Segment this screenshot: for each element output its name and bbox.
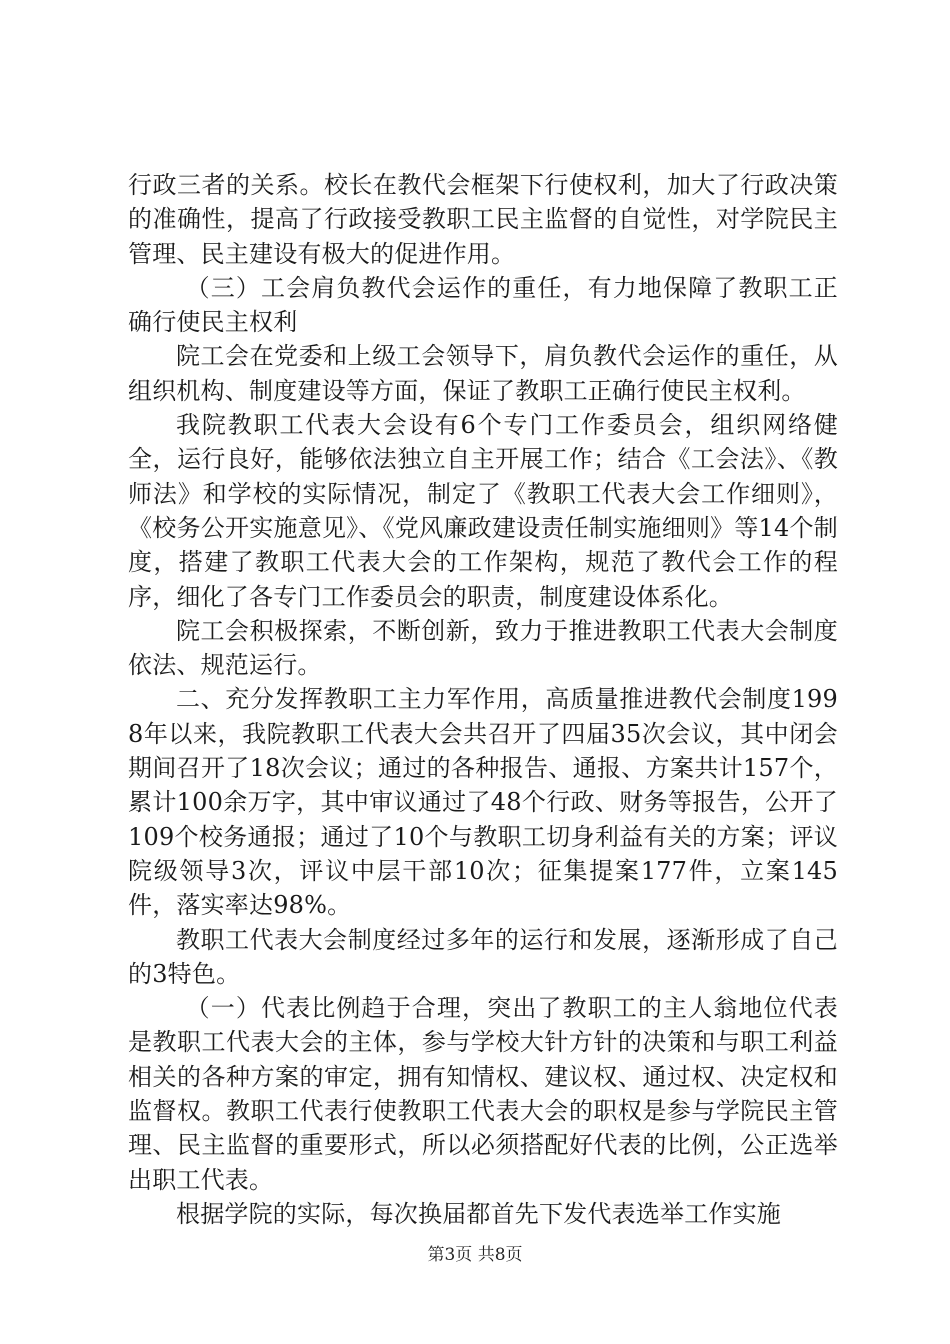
document-body (128, 168, 838, 1231)
paragraph: 行政三者的关系。校长在教代会框架下行使权利，加大了行政决策的准确性，提高了行政接受教职工民主监督的自觉性，对学院民主管理、民主建设有极大的促进作用。 (128, 171, 838, 268)
section-paragraph: （一）代表比例趋于合理，突出了教职工的主人翁地位代表是教职工代表大会的主体，参与学校大针方针的决策和与职工利益相关的各种方案的审定，拥有知情权、建议权、通过权、决定权和监督权。教职工代表行使教职工代表大会的职权是参与学院民主管理、民主监督的重要形式，所以必须搭配好代表的比例，公正选举出职工代表。 (128, 994, 838, 1194)
paragraph: 我院教职工代表大会设有6个专门工作委员会，组织网络健全，运行良好，能够依法独立自主开展工作；结合《工会法》、《教师法》和学校的实际情况，制定了《教职工代表大会工作细则》，《校务公开实施意见》、《党风廉政建设责任制实施细则》等14个制度，搭建了教职工代表大会的工作架构，规范了教代会工作的程序，细化了各专门工作委员会的职责，制度建设体系化。 (128, 411, 838, 611)
page-number-footer: 第3页 共8页 (427, 1245, 523, 1265)
paragraph: 院工会在党委和上级工会领导下，肩负教代会运作的重任，从组织机构、制度建设等方面，保证了教职工正确行使民主权利。 (128, 342, 838, 405)
paragraph: 教职工代表大会制度经过多年的运行和发展，逐渐形成了自己的3特色。 (128, 925, 838, 988)
section-heading: （三）工会肩负教代会运作的重任，有力地保障了教职工正确行使民主权利 (128, 273, 838, 337)
paragraph: 院工会积极探索，不断创新，致力于推进教职工代表大会制度依法、规范运行。 (128, 616, 838, 680)
paragraph: 二、充分发挥教职工主力军作用，高质量推进教代会制度1998年以来，我院教职工代表大会共召开了四届35次会议，其中闭会期间召开了18次会议；通过的各种报告、通报、方案共计157个，累计100余万字，其中审议通过了48个行政、财务等报告，公开了109个校务通报；通过了10个与教职工切身利益有关的方案；评议院级领导3次，评议中层干部10次；征集提案177件，立案145件，落实率达98%。 (128, 685, 838, 920)
paragraph: 根据学院的实际，每次换届都首先下发代表选举工作实施 (176, 1199, 781, 1228)
